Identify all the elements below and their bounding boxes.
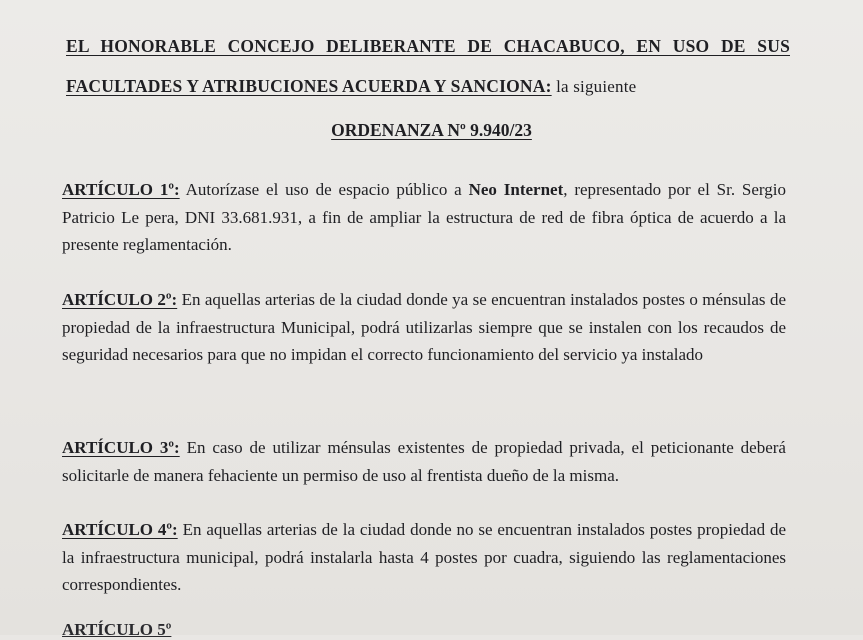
header-line-2-rest: la siguiente — [551, 77, 637, 96]
article-3-text: En caso de utilizar ménsulas existentes de propiedad privada, el peticionante deberá solicitarle de manera fehaciente un permiso de uso al frentista dueño de la misma. — [62, 438, 786, 485]
ordinance-title-text: ORDENANZA Nº 9.940/23 — [331, 120, 532, 140]
header-line-1: EL HONORABLE CONCEJO DELIBERANTE DE CHACABUCO, EN USO DE SUS — [66, 36, 790, 56]
ordinance-title — [0, 120, 863, 141]
article-2 — [62, 286, 786, 369]
article-2-text: En aquellas arterias de la ciudad donde ya se encuentran instalados postes o ménsulas de propiedad de la infraestructura Municipal, podrá utilizarlas siempre que se instalen con los recaudos de seguridad necesarios para que no impidan el correcto funcionamiento del servicio ya instalado — [62, 290, 786, 364]
header-line-2-bold: FACULTADES Y ATRIBUCIONES ACUERDA Y SANCIONA: — [66, 76, 552, 96]
article-4-title: ARTÍCULO 4º: — [62, 520, 178, 539]
article-5-title: ARTÍCULO 5º — [62, 620, 172, 639]
article-1-text-b: , representado por el Sr. Sergio Patricio Le pera, DNI 33.681.931, a fin de ampliar la estructura de red de fibra óptica de acuerdo a la presente reglamentación. — [62, 180, 786, 254]
article-1-text-a: Autorízase el uso de espacio público a — [179, 180, 469, 199]
article-3 — [62, 434, 786, 489]
article-2-title: ARTÍCULO 2º: — [62, 290, 178, 309]
article-1-title: ARTÍCULO 1º: — [62, 180, 180, 199]
article-4 — [62, 516, 786, 599]
header-line-2 — [66, 76, 636, 97]
article-1 — [62, 176, 786, 259]
article-3-title: ARTÍCULO 3º: — [62, 438, 180, 457]
article-4-text: En aquellas arterias de la ciudad donde no se encuentran instalados postes propiedad de la infraestructura municipal, podrá instalarla hasta 4 postes por cuadra, siguiendo las reglamentaciones correspondientes. — [62, 520, 786, 594]
article-1-company: Neo Internet — [468, 180, 564, 199]
